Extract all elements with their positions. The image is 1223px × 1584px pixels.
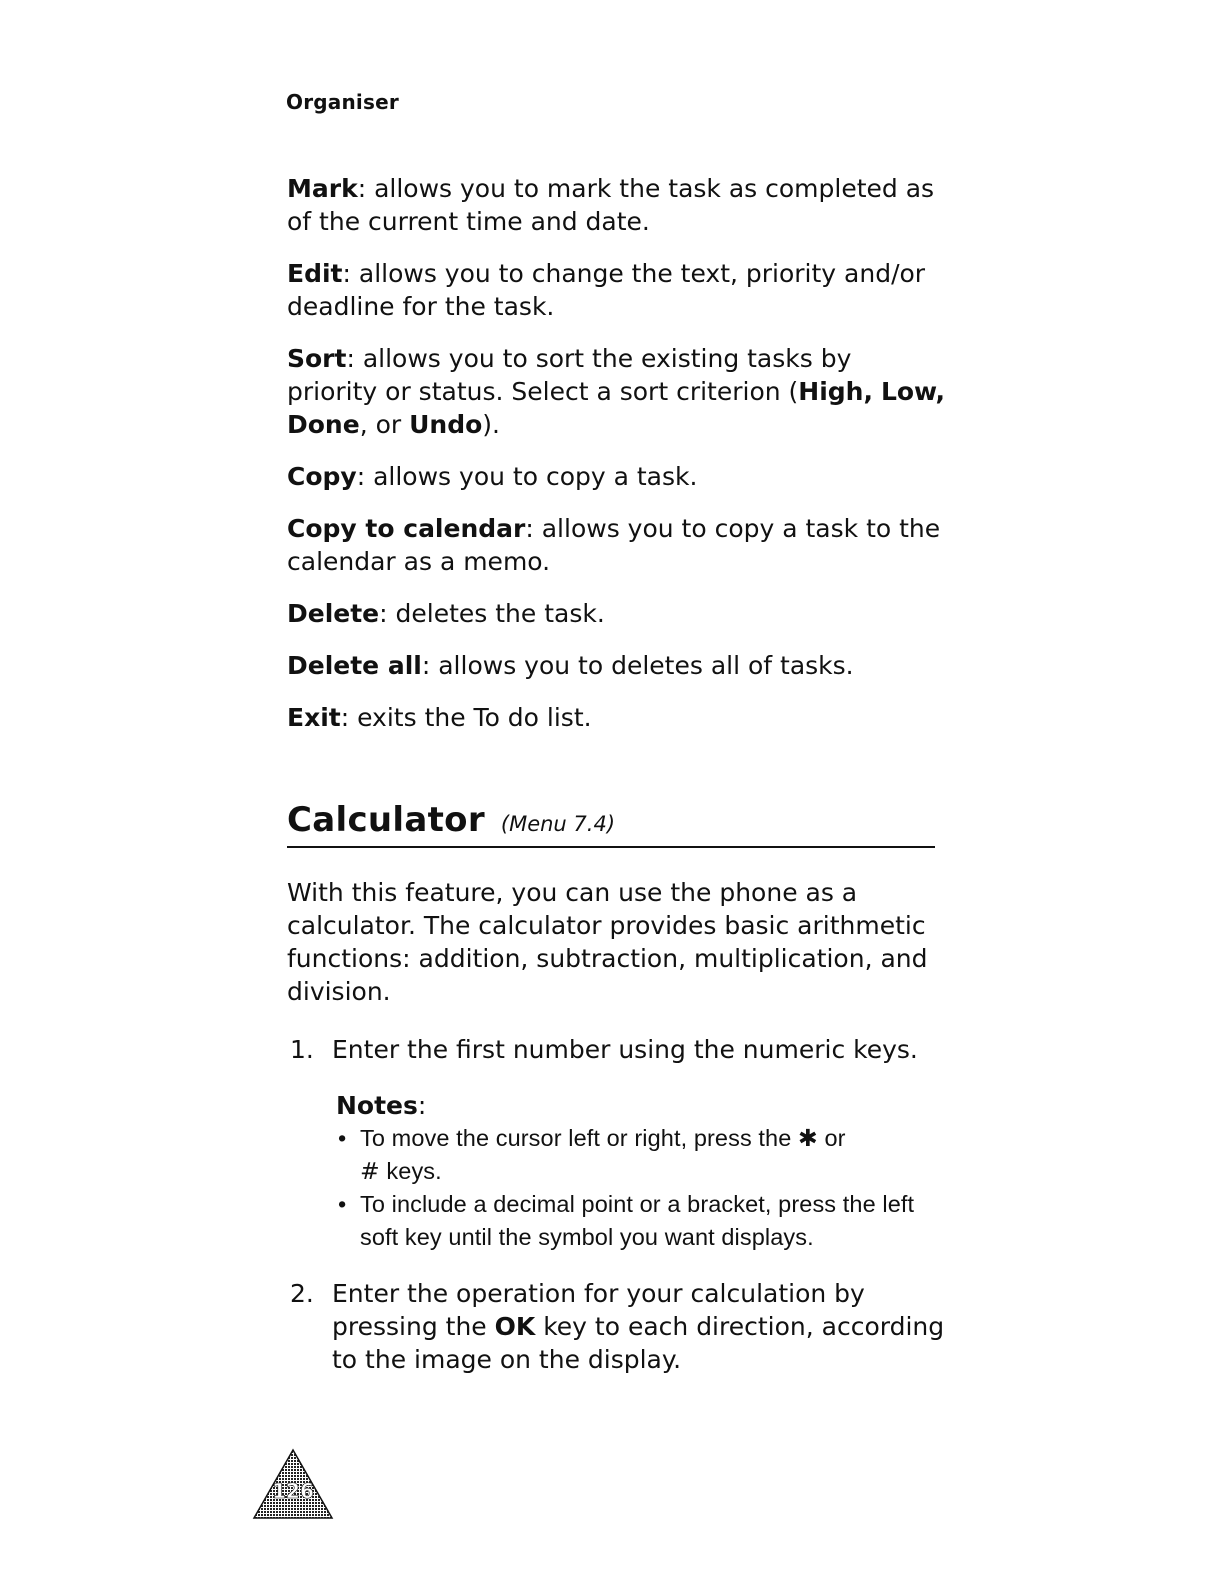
option-description: allows you to mark the task as completed as of the current time and date. (287, 174, 935, 236)
options-list (287, 172, 947, 753)
option-mark: Mark: allows you to mark the task as completed as of the current time and date. (287, 174, 935, 236)
option-term: Sort (287, 344, 347, 373)
option-term: Copy (287, 462, 357, 491)
option-description: allows you to deletes all of tasks. (438, 651, 854, 680)
star-key-icon: ✱ (798, 1124, 818, 1152)
option-term: Mark (287, 174, 358, 203)
sort-criterion-high: High, (798, 377, 873, 406)
bullet-icon: • (338, 1125, 347, 1151)
option-description: allows you to copy a task to the calendar as a memo. (287, 514, 941, 576)
option-term: Exit (287, 703, 341, 732)
page-number-badge (252, 1448, 334, 1520)
step-text: Enter the first number using the numeric keys. (332, 1035, 918, 1064)
note-item: • To move the cursor left or right, press the ✱ or # keys. (338, 1124, 846, 1185)
option-term: Delete all (287, 651, 422, 680)
calculator-heading (287, 800, 935, 848)
notes-box (336, 1089, 946, 1254)
step-text: Enter the operation for your calculation by pressing the OK key to each direction, according to the image on the display. (332, 1279, 945, 1374)
step-number: 1. (290, 1035, 314, 1064)
step-number: 2. (290, 1279, 314, 1308)
section-title: Calculator (287, 800, 485, 840)
option-edit: Edit: allows you to change the text, priority and/or deadline for the task. (287, 259, 926, 321)
sort-criterion-undo: Undo (409, 410, 483, 439)
step-1 (287, 1033, 947, 1066)
sort-criterion-done: Done (287, 410, 360, 439)
option-term: Delete (287, 599, 380, 628)
calculator-intro: With this feature, you can use the phone as a calculator. The calculator provides basic arithmetic functions: addition, subtraction, multiplication, and division. (287, 878, 928, 1006)
note-item: • To include a decimal point or a bracket, press the left soft key until the symbol you want displays. (336, 1188, 946, 1254)
hash-key-icon: # (360, 1157, 380, 1185)
option-sort: Sort: allows you to sort the existing tasks by priority or status. Select a sort criterion (High, Low, Done, or Undo). (287, 344, 946, 439)
option-description: allows you to change the text, priority and/or deadline for the task. (287, 259, 926, 321)
step-2 (287, 1277, 947, 1376)
bullet-icon: • (338, 1191, 347, 1217)
option-exit: Exit: exits the To do list. (287, 703, 592, 732)
option-delete: Delete: deletes the task. (287, 599, 605, 628)
ok-key-label: OK (494, 1312, 536, 1341)
notes-title: Notes: (336, 1091, 427, 1120)
option-copy: Copy: allows you to copy a task. (287, 462, 698, 491)
option-description: exits the To do list. (357, 703, 592, 732)
section-header: Organiser (286, 90, 399, 114)
menu-reference: (Menu 7.4) (500, 812, 616, 836)
option-term: Edit (287, 259, 343, 288)
option-description: allows you to copy a task. (373, 462, 698, 491)
option-description: allows you to sort the existing tasks by priority or status. Select a sort criterion ( (287, 344, 852, 406)
option-description: deletes the task. (395, 599, 605, 628)
sort-criterion-low: Low, (880, 377, 946, 406)
option-delete-all: Delete all: allows you to deletes all of tasks. (287, 651, 854, 680)
option-copy-to-calendar: Copy to calendar: allows you to copy a task to the calendar as a memo. (287, 514, 941, 576)
page-number: 126 (272, 1479, 314, 1503)
option-term: Copy to calendar (287, 514, 526, 543)
